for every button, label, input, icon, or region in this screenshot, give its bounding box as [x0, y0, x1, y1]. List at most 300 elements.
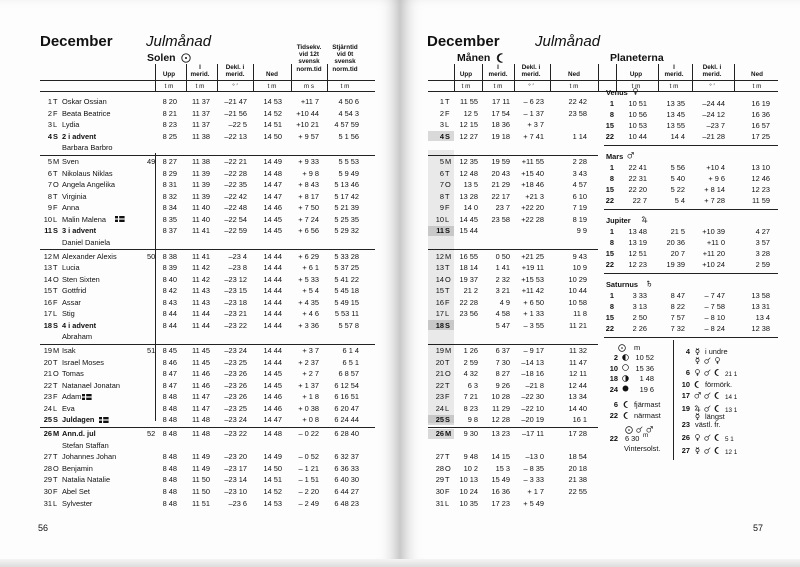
name-day: Beata Beatrice [62, 108, 111, 118]
event-text: i undre [705, 347, 728, 356]
moon-declination: –17 11 [521, 429, 544, 439]
planet-set: 13 31 [751, 302, 770, 311]
meridian-time: 11 50 [192, 475, 210, 485]
sunrise: 8 48 [162, 486, 177, 496]
planet-declination: –23 7 [706, 121, 725, 130]
day-number: 23 [43, 392, 52, 402]
sidereal-time: 5 5 53 [338, 156, 359, 166]
sunset: 14 45 [263, 214, 282, 224]
moon-meridian: 16 36 [491, 486, 510, 496]
meridian-time: 11 39 [192, 168, 210, 178]
planet-rise: 10 53 [628, 121, 647, 130]
moon-day-number: 4 [439, 131, 444, 141]
sunrise: 8 27 [162, 156, 177, 166]
moonrise: 10 35 [459, 498, 478, 508]
header-declination: Dekl. i merid. [521, 64, 541, 79]
sidereal-time: 5 41 22 [334, 274, 359, 284]
sidereal-time: 6 40 30 [334, 475, 359, 485]
weekday: F [53, 297, 58, 307]
moon-meridian: 0 50 [495, 251, 510, 261]
name-day: 4 i advent [62, 320, 97, 330]
day-number: 16 [43, 297, 52, 307]
moon-declination: + 1 7 [527, 486, 544, 496]
meridian-time: 11 43 [192, 297, 210, 307]
weekday: S [53, 320, 58, 330]
moon-meridian: 23 58 [491, 214, 510, 224]
sunset: 14 45 [263, 369, 282, 379]
moonrise: 14 0 [463, 203, 478, 213]
flag-icon [82, 394, 92, 400]
day-number: 26 [43, 429, 52, 439]
moon-weekday: O [445, 369, 451, 379]
sidereal-time: 4 57 59 [334, 120, 359, 130]
name-day: Stefan Staffan [62, 440, 109, 450]
sidereal-time: 5 57 8 [338, 320, 359, 330]
planet-rise: 10 56 [628, 110, 647, 119]
moon-weekday: F [445, 297, 450, 307]
sidereal-time: 5 29 32 [334, 226, 359, 236]
day-number: 10 [43, 214, 52, 224]
sunset: 14 52 [263, 108, 282, 118]
declination: –21 47 [224, 97, 247, 106]
moon-day-number: 9 [439, 203, 444, 213]
sunset: 14 53 [263, 97, 282, 106]
flag-icon [99, 417, 109, 423]
planet-meridian: 13 55 [666, 121, 685, 130]
sunset: 14 44 [263, 309, 282, 319]
meridian-time: 11 50 [192, 486, 210, 496]
planet-declination: +11 0 [706, 238, 725, 247]
equation-of-time: – 2 20 [298, 486, 319, 496]
day-number: 12 [43, 251, 52, 261]
sunrise: 8 21 [162, 108, 177, 118]
sunset: 14 44 [263, 251, 282, 261]
moon-weekday: T [445, 263, 450, 273]
moon-day-number: 16 [435, 297, 444, 307]
sidereal-time: 6 48 23 [334, 498, 359, 508]
moonrise: 9 48 [463, 452, 478, 462]
declination: –23 12 [224, 274, 247, 284]
mercury-icon [694, 348, 701, 355]
equation-of-time: +10 44 [296, 108, 319, 118]
phase-time: 10 52 [635, 353, 654, 362]
sunrise: 8 23 [162, 120, 177, 130]
planet-name: Mars [606, 152, 624, 161]
meridian-time: 11 49 [192, 463, 210, 473]
event-day: 4 [685, 347, 690, 356]
sidereal-time: 6 44 27 [334, 486, 359, 496]
day-number: 18 [43, 320, 52, 330]
day-number: 15 [43, 286, 52, 296]
sidereal-time: 5 9 49 [338, 168, 359, 178]
planet-declination: – 8 24 [704, 324, 725, 333]
day-number: 3 [47, 120, 52, 130]
moon-meridian: 1 41 [495, 263, 510, 273]
day-number: 9 [47, 203, 52, 213]
weekday: L [53, 120, 58, 130]
moon-declination: +21 3 [525, 191, 544, 201]
name-day: Abel Set [62, 486, 90, 496]
equation-of-time: + 8 43 [298, 180, 319, 190]
moon-meridian: 8 27 [495, 369, 510, 379]
events-top-rule [604, 337, 778, 338]
moonset: 11 8 [573, 309, 587, 319]
event-day: 27 [681, 446, 690, 455]
name-day: Tomas [62, 369, 84, 379]
planet-rise: 13 48 [628, 227, 647, 236]
planet-day: 8 [609, 174, 614, 183]
weekday: M [53, 346, 60, 356]
moon-event-text: fjärmast [634, 400, 661, 409]
planet-day: 15 [605, 185, 614, 194]
day-number: 13 [43, 263, 52, 273]
sidereal-time: 6 16 51 [334, 392, 359, 402]
equation-of-time: +11 7 [300, 97, 319, 106]
name-day: 2 i advent [62, 131, 97, 141]
planet-rise: 22 31 [628, 174, 647, 183]
moonset: 11 32 [569, 346, 587, 356]
sunrise: 8 48 [162, 392, 177, 402]
planet-rise: 3 33 [632, 291, 647, 300]
full-moon-icon [622, 364, 629, 371]
planet-set: 16 19 [751, 99, 770, 108]
equation-of-time: + 6 1 [302, 263, 319, 273]
header-equation-of-time: Tidsekv. vid 12t svensk norm.tid [296, 44, 322, 73]
moon-day-number: 17 [435, 309, 444, 319]
jupiter-icon [641, 216, 648, 223]
moonset: 20 18 [568, 463, 587, 473]
moon-declination: + 3 7 [527, 120, 544, 130]
name-day: Adam [62, 392, 82, 402]
moon-meridian: 17 11 [492, 97, 510, 106]
meridian-time: 11 39 [192, 180, 210, 190]
moon-meridian: 15 3 [495, 463, 510, 473]
moonset: 11 21 [569, 320, 587, 330]
meridian-time: 11 45 [192, 346, 210, 356]
planet-meridian: 5 40 [670, 174, 685, 183]
moon-weekday: S [445, 131, 450, 141]
planet-units-set: t m [752, 83, 762, 90]
moonset: 16 1 [572, 415, 587, 425]
moon-day-number: 15 [435, 286, 444, 296]
declination: –23 26 [224, 369, 247, 379]
moon-weekday: L [445, 498, 450, 508]
moon-meridian: 17 54 [491, 108, 510, 118]
solstice-time: 6 30 [625, 434, 640, 443]
column-divider-6 [327, 64, 328, 91]
moonrise: 9 30 [463, 429, 478, 439]
planet-meridian: 5 22 [670, 185, 685, 194]
planet-day: 15 [605, 121, 614, 130]
moonset: 13 34 [568, 392, 587, 402]
sun-icon [181, 53, 191, 63]
moon-icon [714, 434, 721, 441]
planet-name: Saturnus [606, 280, 639, 289]
declination: –23 4 [228, 251, 247, 261]
moon-day-number: 30 [435, 486, 444, 496]
moon-meridian: 23 7 [495, 203, 510, 213]
phase-day: 2 [613, 353, 618, 362]
planet-name: Jupiter [606, 216, 631, 225]
planet-meridian: 13 45 [666, 110, 685, 119]
name-day: Malin Malena [62, 214, 106, 224]
equation-of-time: + 9 8 [302, 168, 319, 178]
weekday: T [53, 263, 58, 273]
planet-declination: –24 12 [702, 110, 725, 119]
sunset: 14 45 [263, 380, 282, 390]
moonrise: 12 27 [459, 131, 478, 141]
moon-icon [623, 412, 630, 419]
sidereal-time: 6 20 47 [334, 403, 359, 413]
moon-declination: +21 25 [521, 251, 544, 261]
equation-of-time: + 7 24 [298, 214, 319, 224]
equation-of-time: + 0 38 [298, 403, 319, 413]
moon-declination: +11 42 [521, 286, 544, 296]
moon-meridian: 10 28 [491, 392, 510, 402]
planets-section-title: Planeterna [610, 52, 664, 64]
sunrise: 8 20 [162, 97, 177, 106]
sidereal-time: 6 1 4 [342, 346, 359, 356]
weekday: T [53, 97, 58, 106]
planet-separator [604, 145, 778, 146]
moon-day-number: 20 [435, 357, 444, 367]
sunrise: 8 45 [162, 346, 177, 356]
column-divider [616, 64, 617, 91]
moonrise: 13 5 [463, 180, 478, 190]
equation-of-time: + 9 33 [298, 156, 319, 166]
weekday: M [53, 251, 60, 261]
moon-meridian: 7 30 [495, 357, 510, 367]
moonrise: 7 21 [463, 392, 478, 402]
equation-of-time: +10 21 [296, 120, 319, 130]
planet-declination: – 7 58 [704, 302, 725, 311]
moon-meridian: 17 23 [491, 498, 510, 508]
sunrise: 8 48 [162, 415, 177, 425]
planet-declination: –24 44 [702, 99, 725, 108]
column-divider [482, 64, 483, 91]
meridian-time: 11 39 [192, 191, 210, 201]
name-day: Stig [62, 309, 75, 319]
weekday: T [53, 380, 58, 390]
moon-meridian: 4 58 [495, 309, 510, 319]
header-rule [40, 80, 375, 81]
conjunction-icon [704, 392, 711, 399]
day-number: 29 [43, 475, 52, 485]
moon-day-number: 10 [435, 214, 444, 224]
conjunction-icon [704, 447, 711, 454]
sunrise: 8 47 [162, 380, 177, 390]
planet-day: 1 [609, 99, 614, 108]
declination: –23 6 [228, 498, 247, 508]
moonrise: 19 37 [459, 274, 478, 284]
meridian-time: 11 41 [192, 226, 210, 236]
day-number: 24 [43, 403, 52, 413]
moonset: 3 43 [572, 168, 587, 178]
planet-set: 12 46 [751, 174, 770, 183]
planet-rise: 2 26 [632, 324, 647, 333]
event-day: 23 [681, 420, 690, 429]
weekday: T [53, 452, 58, 462]
sunset: 14 46 [263, 392, 282, 402]
planet-header-meridian: I merid. [664, 64, 684, 79]
weekday: O [53, 369, 59, 379]
units-meridian: t m [195, 83, 205, 90]
moonrise: 21 2 [463, 286, 478, 296]
week-number: 49 [147, 156, 156, 166]
sun-time-unit: m [634, 343, 641, 352]
sunset: 14 51 [263, 475, 282, 485]
meridian-time: 11 43 [192, 286, 210, 296]
moon-declination: –20 19 [521, 415, 544, 425]
equation-of-time: + 5 33 [298, 274, 319, 284]
moon-meridian: 4 9 [499, 297, 510, 307]
column-divider [734, 64, 735, 91]
sunrise: 8 47 [162, 369, 177, 379]
week-number: 51 [147, 346, 156, 356]
flag-icon [115, 216, 125, 222]
phase-time: 19 6 [639, 384, 654, 394]
moon-event-text: närmast [634, 411, 661, 420]
jupiter-icon [694, 405, 701, 412]
planet-rise: 13 19 [628, 238, 647, 247]
meridian-time: 11 38 [192, 156, 210, 166]
name-day: Barbara Barbro [62, 143, 113, 153]
meridian-time: 11 46 [192, 380, 210, 390]
weekday: O [53, 180, 59, 190]
moon-declination: +22 28 [521, 214, 544, 224]
moon-day-number: 2 [439, 108, 444, 118]
sunset: 14 44 [263, 274, 282, 284]
declination: –22 5 [228, 120, 247, 130]
meridian-time: 11 40 [192, 214, 210, 224]
column-divider [598, 64, 599, 91]
sunrise: 8 48 [162, 463, 177, 473]
moonset: 4 57 [572, 180, 587, 190]
column-divider-1 [155, 64, 156, 91]
declination: –23 21 [224, 309, 247, 319]
meridian-time: 11 46 [192, 369, 210, 379]
sunset: 14 53 [263, 498, 282, 508]
equation-of-time: + 2 7 [302, 369, 319, 379]
moon-day-number: 27 [435, 452, 444, 462]
planet-meridian: 8 47 [670, 291, 685, 300]
moon-declination: –14 13 [521, 357, 544, 367]
moon-day-number: 8 [439, 191, 444, 201]
moonrise: 12 15 [459, 120, 478, 130]
moon-day-number: 18 [435, 320, 444, 330]
moon-day-number: 21 [435, 369, 444, 379]
sunrise: 8 38 [162, 251, 177, 261]
moonset: 11 47 [569, 357, 587, 367]
sunrise: 8 39 [162, 263, 177, 273]
column-divider [658, 64, 659, 91]
page-subtitle: Julmånad [535, 33, 601, 50]
sunset: 14 44 [263, 346, 282, 356]
equation-of-time: + 7 50 [298, 203, 319, 213]
units-sidereal: t m [340, 83, 350, 90]
events-divider [673, 340, 674, 460]
sunrise: 8 48 [162, 475, 177, 485]
event-text: förmörk. [705, 380, 733, 389]
conjunction-icon [704, 405, 711, 412]
planet-day: 15 [605, 313, 614, 322]
moonset: 10 29 [568, 274, 587, 284]
planet-declination: – 8 10 [704, 313, 725, 322]
moonset: 1 14 [572, 131, 587, 141]
column-divider-4 [253, 64, 254, 91]
weekday: O [53, 463, 59, 473]
moonset: 8 19 [572, 214, 587, 224]
declination: –23 24 [224, 346, 247, 356]
moonset: 14 40 [568, 403, 587, 413]
sidereal-time: 6 36 33 [334, 463, 359, 473]
moonset: 22 55 [568, 486, 587, 496]
moonrise: 18 14 [459, 263, 478, 273]
planet-day: 22 [605, 132, 614, 141]
moon-day-number: 13 [435, 263, 444, 273]
sunset: 14 48 [263, 168, 282, 178]
weekday: L [53, 309, 58, 319]
phase-day: 24 [609, 384, 618, 394]
moonset: 18 54 [568, 452, 587, 462]
moon-declination: + 1 33 [523, 309, 544, 319]
meridian-time: 11 37 [192, 120, 210, 130]
day-number: 11 [44, 226, 52, 236]
name-day: Lucia [62, 263, 80, 273]
moonrise: 15 44 [459, 226, 478, 236]
moon-declination: –22 30 [521, 392, 544, 402]
moon-icon [496, 53, 506, 63]
weekday: F [53, 486, 58, 496]
column-divider-5 [291, 64, 292, 91]
page-number: 57 [753, 523, 764, 533]
day-number: 31 [43, 498, 52, 508]
sidereal-time: 6 8 57 [338, 369, 359, 379]
sunset: 14 48 [263, 429, 282, 439]
sidereal-time: 5 45 18 [334, 286, 359, 296]
day-number: 17 [43, 309, 52, 319]
planet-meridian: 5 4 [674, 196, 685, 205]
planet-set: 3 57 [755, 238, 770, 247]
sidereal-time: 5 21 39 [334, 203, 359, 213]
moon-weekday: T [445, 357, 450, 367]
day-number: 14 [43, 274, 52, 284]
units-upp: t m [164, 83, 174, 90]
moonrise: 10 13 [459, 475, 478, 485]
declination: –23 26 [224, 380, 247, 390]
day-number: 28 [43, 463, 52, 473]
name-day: Oskar Ossian [62, 97, 107, 106]
equation-of-time: + 0 8 [302, 415, 319, 425]
meridian-time: 11 41 [192, 251, 210, 261]
planet-declination: + 8 14 [704, 185, 725, 194]
moonrise: 22 28 [459, 297, 478, 307]
sunset: 14 45 [263, 226, 282, 236]
header-set: Ned [568, 71, 580, 78]
moon-declination: – 8 35 [523, 463, 544, 473]
sunset: 14 47 [263, 191, 282, 201]
moonrise: 13 28 [459, 191, 478, 201]
planet-units-meridian: t m [669, 83, 679, 90]
planet-set: 11 59 [752, 196, 770, 205]
planet-meridian: 13 35 [666, 99, 685, 108]
planet-declination: +10 39 [702, 227, 725, 236]
column-divider-3 [217, 64, 218, 91]
moon-declination: –22 10 [521, 403, 544, 413]
moon-declination: +11 55 [521, 156, 544, 166]
name-day: Sten Sixten [62, 274, 100, 284]
event-day: 19 [681, 404, 690, 413]
